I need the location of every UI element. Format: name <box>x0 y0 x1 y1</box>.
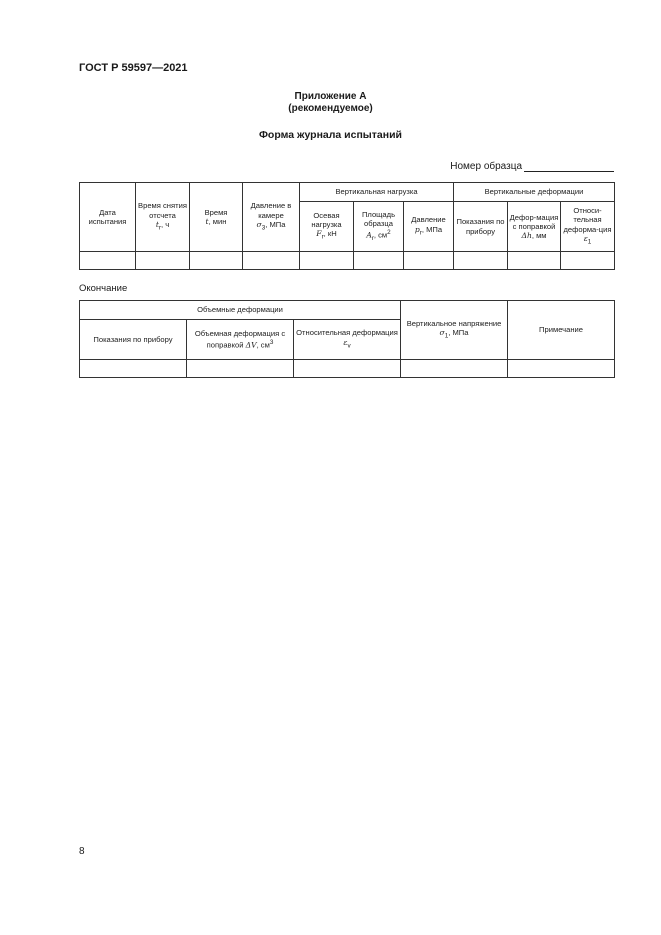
cell-date[interactable] <box>80 252 136 270</box>
header-date: Дата испытания <box>80 183 136 252</box>
table-row <box>80 252 615 270</box>
header-corrected-deformation <box>508 202 561 252</box>
cell-time[interactable] <box>190 252 243 270</box>
cell-axial-load[interactable] <box>300 252 354 270</box>
cell-gauge-reading[interactable] <box>80 360 187 378</box>
cell-pressure[interactable] <box>404 252 454 270</box>
header-relative-volume-deformation <box>294 320 401 360</box>
annex-heading <box>0 91 661 115</box>
cell-reading-time[interactable] <box>136 252 190 270</box>
header-axial-load <box>300 202 354 252</box>
header-vol-symbol: ΔV <box>245 340 257 350</box>
header-chamber-symbol: σ <box>256 219 262 229</box>
header-deform-symbol: Δh <box>521 231 532 241</box>
header-reading-time-text: Время снятия отсчета <box>138 201 187 220</box>
header-pressure-sub: r <box>419 229 422 237</box>
header-relative-deformation <box>561 202 615 252</box>
header-time <box>190 183 243 252</box>
header-relv-sub: v <box>347 342 351 350</box>
header-pressure-text: Давление <box>411 215 446 225</box>
header-relv-symbol: ε <box>343 337 348 347</box>
header-area-sub: r <box>371 235 374 243</box>
header-stress-unit: , МПа <box>448 328 469 338</box>
header-chamber-pressure <box>243 183 300 252</box>
header-chamber-sub: 3 <box>261 224 266 232</box>
header-area-unit: , см <box>373 230 388 240</box>
cell-vertical-stress[interactable] <box>401 360 508 378</box>
group-volume-deformations: Объемные деформации <box>80 301 401 320</box>
header-deform-unit: , мм <box>531 231 547 241</box>
group-vertical-load: Вертикальная нагрузка <box>300 183 454 202</box>
header-note: Примечание <box>508 301 615 360</box>
header-area-sup: 2 <box>387 229 391 237</box>
header-area-text: Площадь образца <box>361 209 396 228</box>
header-reading-time-symbol: t <box>155 219 159 229</box>
header-axial-text: Осевая нагрузка <box>311 210 342 230</box>
cell-gauge-reading[interactable] <box>454 252 508 270</box>
cell-sample-area[interactable] <box>354 252 404 270</box>
header-stress-text: Вертикальное напряжение <box>406 318 502 328</box>
header-stress-sub: 1 <box>444 332 449 340</box>
table-row <box>80 360 615 378</box>
sample-number-label: Номер образца <box>450 161 522 172</box>
header-axial-symbol: F <box>316 229 322 239</box>
header-gauge-reading: Показания по прибору <box>80 320 187 360</box>
cell-note[interactable] <box>508 360 615 378</box>
header-pressure-symbol: p <box>414 224 420 234</box>
header-vol-unit: , см <box>256 340 270 350</box>
document-code: ГОСТ Р 59597—2021 <box>79 62 188 74</box>
header-volume-deformation <box>187 320 294 360</box>
header-axial-unit: , кН <box>323 229 337 239</box>
header-deform-text: Дефор-мация с поправкой <box>509 212 559 231</box>
test-log-table <box>79 182 615 270</box>
header-area-symbol: A <box>366 230 372 240</box>
cell-chamber-pressure[interactable] <box>243 252 300 270</box>
header-time-unit: , мин <box>208 217 227 226</box>
header-pressure-unit: , МПа <box>421 224 443 234</box>
header-reading-time <box>136 183 190 252</box>
cell-relative-deformation[interactable] <box>561 252 615 270</box>
header-gauge-reading: Показания по прибору <box>454 202 508 252</box>
header-reading-time-unit: , ч <box>160 219 170 229</box>
header-stress-symbol: σ <box>439 328 445 338</box>
page-number: 8 <box>79 846 85 857</box>
header-sample-area <box>354 202 404 252</box>
header-rel-sub: 1 <box>587 238 592 246</box>
group-vertical-deformations: Вертикальные деформации <box>454 183 615 202</box>
sample-number-blank <box>524 162 614 172</box>
header-chamber-unit: , МПа <box>265 219 286 229</box>
annex-title: Приложение А <box>294 91 367 102</box>
header-relv-text: Относительная деформация <box>296 328 398 338</box>
cell-volume-deformation[interactable] <box>187 360 294 378</box>
header-pressure <box>404 202 454 252</box>
header-rel-text: Относи-тельная деформа-ция <box>563 206 612 234</box>
header-vol-sup: 3 <box>269 339 274 347</box>
header-reading-time-sub: r <box>158 224 161 232</box>
cell-corrected-deformation[interactable] <box>508 252 561 270</box>
annex-subtitle: (рекомендуемое) <box>288 103 373 114</box>
form-title: Форма журнала испытаний <box>258 129 403 141</box>
header-time-text: Время <box>204 207 228 217</box>
header-chamber-text: Давление в камере <box>250 201 292 220</box>
header-time-symbol: t <box>205 217 209 226</box>
header-vertical-stress <box>401 301 508 360</box>
cell-relative-volume-deformation[interactable] <box>294 360 401 378</box>
header-rel-symbol: ε <box>583 234 588 244</box>
sample-number-row <box>450 161 614 172</box>
test-log-table-ending <box>79 300 615 378</box>
header-axial-sub: r <box>321 233 324 241</box>
header-vol-text: Объемная деформация с поправкой <box>194 328 286 350</box>
continuation-label: Окончание <box>79 283 128 294</box>
